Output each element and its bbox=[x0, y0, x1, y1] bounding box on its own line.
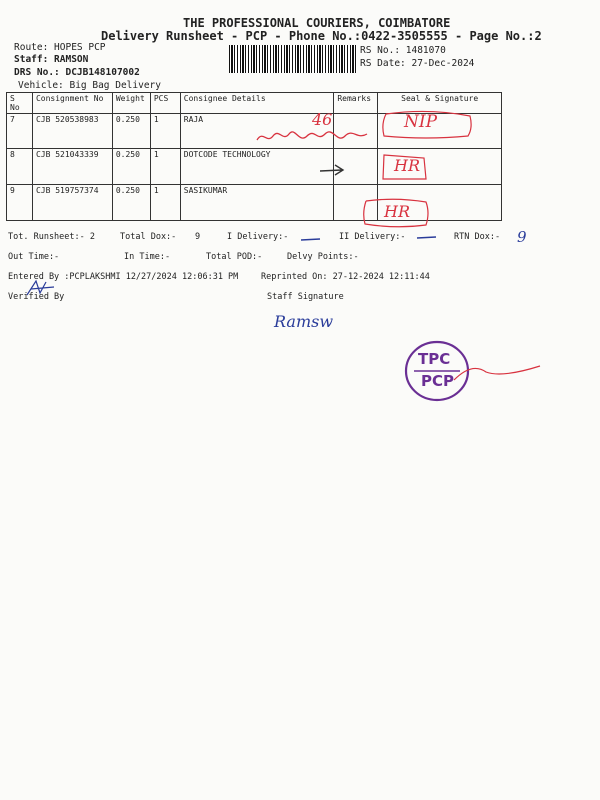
tot-runsheet: Tot. Runsheet:- 2 bbox=[8, 232, 95, 242]
col-seal: Seal & Signature bbox=[378, 93, 502, 114]
company-title: THE PROFESSIONAL COURIERS, COIMBATORE bbox=[183, 16, 451, 30]
rtn-dox-label: RTN Dox:- bbox=[454, 232, 501, 242]
col-weight: Weight bbox=[112, 93, 150, 114]
col-consignee: Consignee Details bbox=[180, 93, 334, 114]
cell-consignee: SASIKUMAR bbox=[180, 185, 334, 221]
cell-pcs: 1 bbox=[150, 149, 180, 185]
route-label: Route: HOPES PCP bbox=[14, 42, 106, 53]
cell-pcs: 1 bbox=[150, 185, 180, 221]
stamp-line2: PCP bbox=[421, 372, 454, 390]
cell-pcs: 1 bbox=[150, 114, 180, 149]
handwritten-remark-row3: HR bbox=[384, 202, 410, 221]
col-consignment: Consignment No bbox=[32, 93, 112, 114]
handwritten-remark-row2: HR bbox=[394, 156, 420, 175]
drs-number: DRS No.: DCJB148107002 bbox=[14, 67, 140, 78]
delvy-points-label: Delvy Points:- bbox=[287, 252, 359, 262]
cell-consignment: CJB 521043339 bbox=[32, 149, 112, 185]
cell-consignee: DOTCODE TECHNOLOGY bbox=[180, 149, 334, 185]
handwritten-rtn-value: 9 bbox=[517, 228, 527, 246]
vehicle-label: Vehicle: Big Bag Delivery bbox=[18, 80, 161, 91]
staff-label: Staff: RAMSON bbox=[14, 54, 89, 65]
col-sno: S No bbox=[7, 93, 33, 114]
barcode bbox=[229, 45, 357, 73]
in-time-label: In Time:- bbox=[124, 252, 171, 262]
total-dox-label: Total Dox:- bbox=[120, 232, 177, 242]
stamp-line1: TPC bbox=[418, 350, 451, 368]
cell-weight: 0.250 bbox=[112, 114, 150, 149]
runsheet-subtitle: Delivery Runsheet - PCP - Phone No.:0422-3505555 - Page No.:2 bbox=[101, 29, 542, 43]
i-delivery-label: I Delivery:- bbox=[227, 232, 289, 242]
cell-consignment: CJB 520538983 bbox=[32, 114, 112, 149]
cell-sno: 7 bbox=[7, 114, 33, 149]
out-time-label: Out Time:- bbox=[8, 252, 60, 262]
cell-weight: 0.250 bbox=[112, 185, 150, 221]
col-pcs: PCS bbox=[150, 93, 180, 114]
staff-signature-label: Staff Signature bbox=[267, 292, 344, 302]
total-pod-label: Total POD:- bbox=[206, 252, 263, 262]
ii-delivery-label: II Delivery:- bbox=[339, 232, 406, 242]
dash-mark bbox=[300, 238, 322, 242]
rs-number: RS No.: 1481070 bbox=[360, 45, 446, 56]
cell-consignee: RAJA bbox=[180, 114, 334, 149]
cell-sno: 8 bbox=[7, 149, 33, 185]
verified-by: Verified By bbox=[8, 292, 65, 302]
entered-by: Entered By :PCPLAKSHMI 12/27/2024 12:06:31 PM bbox=[8, 272, 239, 282]
reprinted-on: Reprinted On: 27-12-2024 12:11:44 bbox=[261, 272, 430, 282]
cell-consignment: CJB 519757374 bbox=[32, 185, 112, 221]
col-remarks: Remarks bbox=[334, 93, 378, 114]
handwritten-signature-scribble bbox=[255, 128, 375, 146]
cell-weight: 0.250 bbox=[112, 149, 150, 185]
staff-handwritten-signature: Ramsw bbox=[274, 312, 334, 331]
arrow-icon bbox=[318, 162, 348, 178]
handwritten-remark-row1: NIP bbox=[404, 112, 438, 132]
cell-sno: 9 bbox=[7, 185, 33, 221]
dash-mark bbox=[416, 236, 438, 240]
rs-date: RS Date: 27-Dec-2024 bbox=[360, 58, 475, 69]
stamp-signature-scribble bbox=[452, 360, 542, 382]
total-dox-value: 9 bbox=[195, 232, 201, 242]
handwritten-number: 46 bbox=[312, 110, 333, 129]
